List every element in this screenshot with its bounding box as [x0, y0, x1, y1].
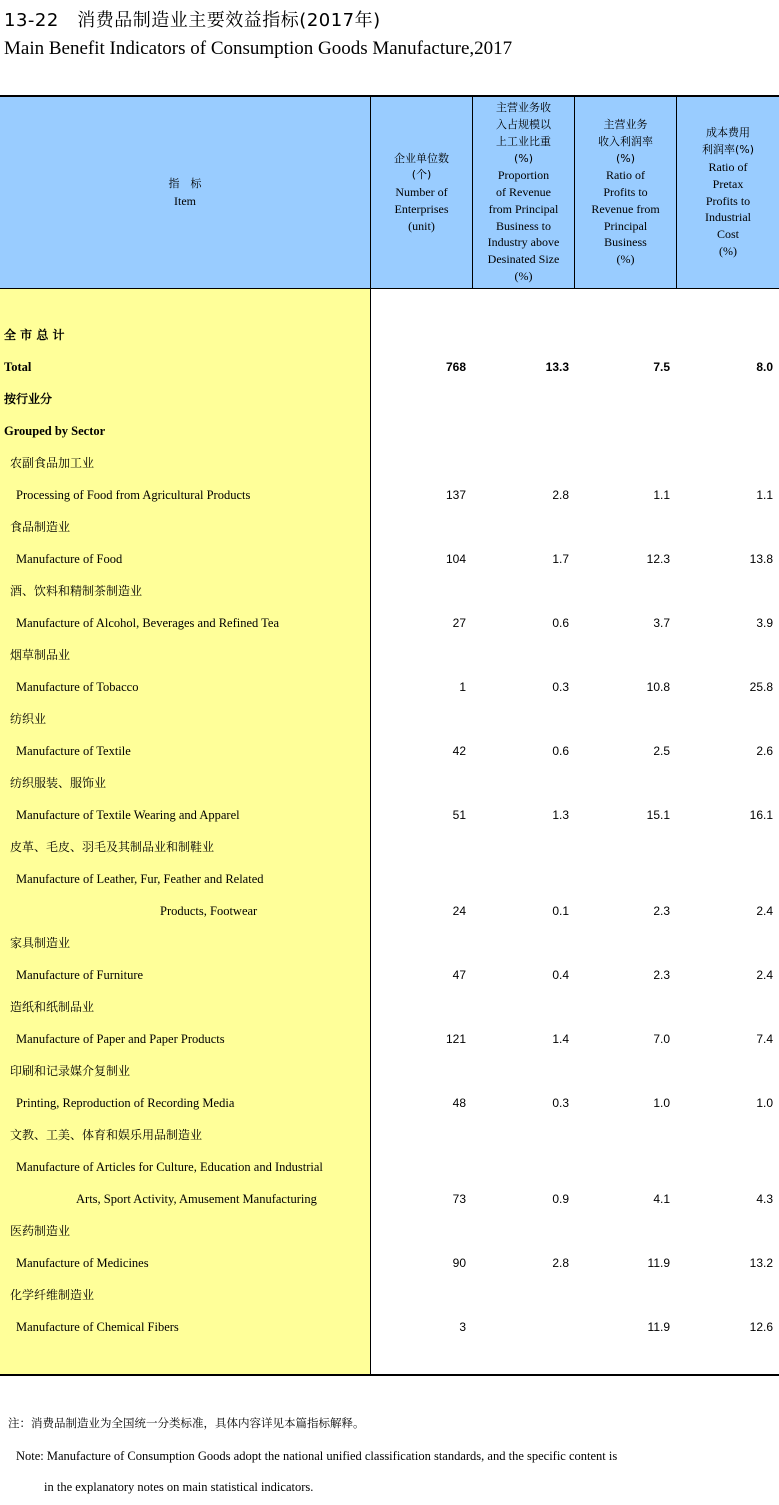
- row-label: 食品制造业: [10, 520, 71, 534]
- table-row: [0, 933, 779, 953]
- row-label: 纺织服装、服饰业: [10, 776, 107, 790]
- column-header-2: [473, 97, 574, 288]
- row-value: 1: [459, 680, 466, 694]
- row-value: 13.2: [749, 1256, 773, 1270]
- table-row: [0, 1125, 779, 1145]
- row-value: 1.1: [756, 488, 773, 502]
- row-value: 12.3: [646, 552, 670, 566]
- row-value: 1.7: [552, 552, 569, 566]
- row-label: Manufacture of Tobacco: [16, 680, 139, 694]
- indicator-table: [0, 95, 779, 1376]
- table-row: [0, 1157, 779, 1177]
- column-header-cn-line: 收入利润率: [598, 134, 653, 148]
- table-row: [0, 325, 779, 345]
- row-label: 全 市 总 计: [4, 328, 65, 342]
- column-header-en-line: (%): [719, 243, 737, 258]
- row-label: 家具制造业: [10, 936, 71, 950]
- table-row: [0, 1285, 779, 1305]
- row-label: Manufacture of Chemical Fibers: [16, 1320, 179, 1334]
- row-value: 0.3: [552, 1096, 569, 1110]
- table-row: [0, 997, 779, 1017]
- table-row: [0, 869, 779, 889]
- label-column-background: [0, 289, 370, 1374]
- row-value: 73: [452, 1192, 466, 1206]
- row-value: 1.3: [552, 808, 569, 822]
- column-header-en-line: Pretax: [712, 176, 744, 191]
- row-label: 酒、饮料和精制茶制造业: [10, 584, 143, 598]
- row-value: 2.5: [653, 744, 670, 758]
- row-value: 2.3: [653, 968, 670, 982]
- table-row: [0, 837, 779, 857]
- row-label: 按行业分: [4, 392, 53, 406]
- table-row: [0, 485, 779, 505]
- row-value: 1.4: [552, 1032, 569, 1046]
- row-label: 烟草制品业: [10, 648, 71, 662]
- column-header-cn-line: 主营业务: [603, 117, 648, 131]
- row-value: 0.9: [552, 1192, 569, 1206]
- row-value: 2.4: [756, 968, 773, 982]
- row-value: 2.8: [552, 1256, 569, 1270]
- column-header-en-line: Enterprises: [394, 201, 449, 216]
- row-label: Processing of Food from Agricultural Products: [16, 488, 251, 502]
- column-header-en-line: Desinated Size: [487, 252, 560, 267]
- row-label: Manufacture of Textile Wearing and Apparel: [16, 808, 240, 822]
- column-header-cn-line: 指 标: [168, 176, 202, 190]
- row-label: 化学纤维制造业: [10, 1288, 95, 1302]
- row-value: 12.6: [749, 1320, 773, 1334]
- row-label: Manufacture of Textile: [16, 744, 131, 758]
- column-header-en-line: of Revenue: [496, 185, 551, 200]
- row-value: 1.0: [653, 1096, 670, 1110]
- column-header-cn-line: 利润率(%): [701, 143, 755, 157]
- column-header-4: [677, 97, 779, 288]
- row-value: 3.7: [653, 616, 670, 630]
- row-label: 医药制造业: [10, 1224, 71, 1238]
- row-label: 纺织业: [10, 712, 47, 726]
- table-row: [0, 1029, 779, 1049]
- row-value: 104: [445, 552, 466, 566]
- row-value: 3: [459, 1320, 466, 1334]
- row-value: 0.6: [552, 616, 569, 630]
- row-label: Manufacture of Furniture: [16, 968, 144, 982]
- table-row: [0, 1317, 779, 1337]
- row-label: Manufacture of Medicines: [16, 1256, 149, 1270]
- row-value: 7.4: [756, 1032, 773, 1046]
- row-value: 3.9: [756, 616, 773, 630]
- table-row: [0, 389, 779, 409]
- column-header-en-line: Profits to: [603, 185, 648, 200]
- table-row: [0, 965, 779, 985]
- table-row: [0, 1061, 779, 1081]
- table-row: [0, 549, 779, 569]
- row-value: 7.5: [653, 360, 670, 374]
- row-value: 11.9: [647, 1256, 670, 1270]
- column-header-en-line: Number of: [395, 185, 448, 200]
- row-value: 4.1: [653, 1192, 670, 1206]
- row-label: 印刷和记录媒介复制业: [10, 1064, 131, 1078]
- row-label: Manufacture of Alcohol, Beverages and Refined Tea: [16, 616, 280, 630]
- row-value: 4.3: [756, 1192, 773, 1206]
- column-header-cn-line: (%): [513, 151, 534, 165]
- table-row: [0, 805, 779, 825]
- column-header-en-line: Industry above: [487, 235, 560, 250]
- row-value: 13.3: [545, 360, 569, 374]
- row-value: 1.0: [756, 1096, 773, 1110]
- footnote-cn: 注：消费品制造业为全国统一分类标准，具体内容详见本篇指标解释。: [8, 1416, 365, 1430]
- row-value: 2.3: [653, 904, 670, 918]
- column-header-cn-line: (个): [411, 168, 432, 182]
- column-header-en-line: Revenue from: [591, 201, 660, 216]
- column-header-en-line: Ratio of: [708, 159, 748, 174]
- column-header-en-line: (%): [616, 252, 635, 267]
- footnote-en-line2: in the explanatory notes on main statistical indicators.: [44, 1480, 314, 1494]
- row-value: 2.8: [552, 488, 569, 502]
- column-header-en-line: Profits to: [705, 193, 751, 208]
- row-value: 2.4: [756, 904, 773, 918]
- column-header-en-line: Industrial: [705, 210, 751, 225]
- table-row: [0, 741, 779, 761]
- table-row: [0, 1093, 779, 1113]
- row-value: 0.6: [552, 744, 569, 758]
- table-row: [0, 613, 779, 633]
- row-label: Manufacture of Articles for Culture, Education and Industrial: [16, 1160, 323, 1174]
- page-title-en: Main Benefit Indicators of Consumption Goods Manufacture,2017: [4, 38, 513, 59]
- row-value: 90: [452, 1256, 466, 1270]
- row-value: 0.1: [552, 904, 569, 918]
- row-label: 文教、工美、体育和娱乐用品制造业: [10, 1128, 203, 1142]
- table-row: [0, 773, 779, 793]
- row-label: Manufacture of Leather, Fur, Feather and Related: [16, 872, 264, 886]
- row-label: Products, Footwear: [160, 904, 258, 918]
- row-value: 7.0: [653, 1032, 670, 1046]
- page-title-cn: 13-22 消费品制造业主要效益指标(2017年): [4, 10, 381, 31]
- table-row: [0, 645, 779, 665]
- row-label: 农副食品加工业: [10, 456, 95, 470]
- table-row: [0, 517, 779, 537]
- column-header-en-line: (%): [514, 269, 533, 284]
- table-row: [0, 453, 779, 473]
- column-header-cn-line: 上工业比重: [496, 134, 551, 148]
- row-label: Total: [4, 360, 32, 374]
- row-value: 8.0: [756, 360, 773, 374]
- footnote-en-line1: Note: Manufacture of Consumption Goods adopt the national unified classification standards, and the specific content is: [16, 1449, 618, 1463]
- column-header-cn-line: (%): [615, 151, 636, 165]
- table-row: [0, 1253, 779, 1273]
- row-value: 137: [445, 488, 466, 502]
- table-row: [0, 901, 779, 921]
- table-row: [0, 1189, 779, 1209]
- row-value: 1.1: [653, 488, 670, 502]
- row-value: 25.8: [749, 680, 773, 694]
- row-label: 造纸和纸制品业: [10, 1000, 95, 1014]
- row-label: Printing, Reproduction of Recording Media: [16, 1096, 235, 1110]
- row-value: 768: [445, 360, 466, 374]
- row-value: 48: [452, 1096, 466, 1110]
- table-row: [0, 421, 779, 441]
- row-value: 10.8: [646, 680, 670, 694]
- row-label: 皮革、毛皮、羽毛及其制品业和制鞋业: [10, 840, 215, 854]
- column-header-en-line: Ratio of: [606, 168, 645, 183]
- table-row: [0, 581, 779, 601]
- row-value: 121: [445, 1032, 466, 1046]
- table-row: [0, 677, 779, 697]
- row-value: 27: [452, 616, 466, 630]
- column-header-en-line: from Principal: [488, 201, 559, 216]
- row-value: 42: [452, 744, 466, 758]
- column-header-en-line: Cost: [716, 227, 739, 242]
- column-divider: [370, 97, 371, 1374]
- row-value: 16.1: [749, 808, 773, 822]
- column-header-en-line: Business: [604, 235, 647, 250]
- row-value: 47: [452, 968, 466, 982]
- column-header-cn-line: 主营业务收: [496, 101, 551, 115]
- column-header-1: [371, 97, 472, 288]
- column-header-cn-line: 入占规模以: [496, 117, 551, 131]
- row-label: Manufacture of Food: [16, 552, 123, 566]
- table-row: [0, 1221, 779, 1241]
- column-header-en-line: Business to: [495, 218, 551, 233]
- column-header-en-line: Principal: [603, 218, 648, 233]
- table-row: [0, 357, 779, 377]
- row-value: 0.4: [552, 968, 569, 982]
- row-value: 0.3: [552, 680, 569, 694]
- row-value: 51: [452, 808, 466, 822]
- row-value: 11.9: [647, 1320, 670, 1334]
- column-header-cn-line: 企业单位数: [394, 151, 449, 165]
- column-header-en-line: Item: [174, 193, 196, 208]
- row-label: Manufacture of Paper and Paper Products: [16, 1032, 225, 1046]
- row-value: 24: [452, 904, 466, 918]
- row-label: Arts, Sport Activity, Amusement Manufacturing: [76, 1192, 317, 1206]
- column-header-0: [0, 97, 370, 288]
- table-row: [0, 709, 779, 729]
- column-header-3: [575, 97, 676, 288]
- column-header-en-line: Proportion: [497, 168, 550, 183]
- row-value: 13.8: [749, 552, 773, 566]
- row-label: Grouped by Sector: [4, 424, 106, 438]
- row-value: 2.6: [756, 744, 773, 758]
- column-header-en-line: (unit): [408, 218, 435, 233]
- column-header-cn-line: 成本费用: [706, 126, 750, 140]
- row-value: 15.1: [646, 808, 670, 822]
- table-bottom-rule: [0, 1374, 779, 1376]
